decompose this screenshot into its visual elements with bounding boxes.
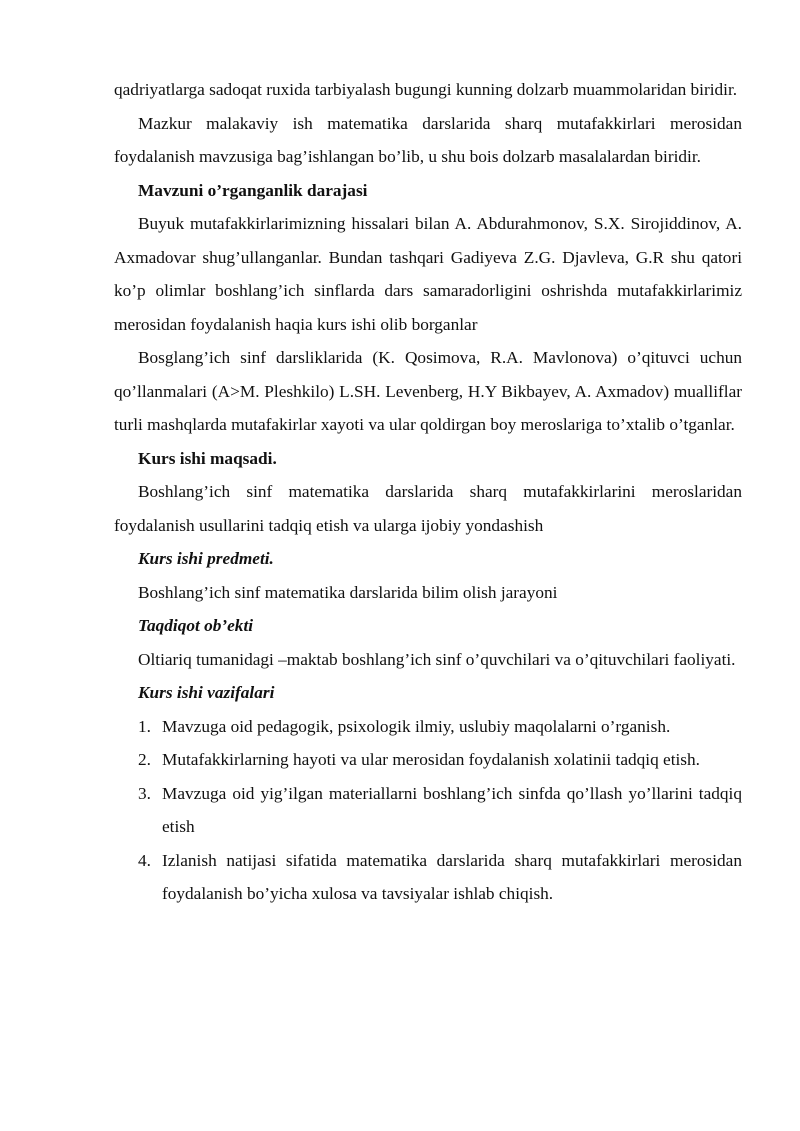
list-item — [114, 777, 742, 844]
list-item-text: Mavzuga oid yig’ilgan materiallarni boshlang’ich sinfda qo’llash yo’llarini tadqiq etish — [162, 783, 742, 836]
list-item-number: 4. — [138, 850, 151, 870]
list-item-number: 1. — [138, 716, 151, 736]
paragraph-textbooks: Bosglang’ich sinf darsliklarida (K. Qosimova, R.A. Mavlonova) o’qituvci uchun qo’llanmalari (A>M. Pleshkilo) L.SH. Levenberg, H.Y Bikbayev, A. Axmadov) mualliflar turli mashqlarda mutafakirlar xayoti va ular qoldirgan boy meroslariga to’xtalib o’tganlar. — [114, 348, 742, 434]
heading-course-tasks: Kurs ishi vazifalari — [138, 683, 275, 702]
paragraph-course-goal: Boshlang’ich sinf matematika darslarida sharq mutafakkirlarini meroslaridan foydalanish usullarini tadqiq etish va ularga ijobiy yondashish — [114, 482, 742, 535]
paragraph-topic-relevance: Mazkur malakaviy ish matematika darslarida sharq mutafakkirlari merosidan foydalanish mavzusiga bag’ishlangan bo’lib, u shu bois dolzarb masalalardan biridir. — [114, 113, 742, 166]
list-item-text: Izlanish natijasi sifatida matematika darslarida sharq mutafakkirlari merosidan foydalanish bo’yicha xulosa va tavsiyalar ishlab chiqish. — [162, 850, 742, 903]
heading-research-object: Taqdiqot ob’ekti — [138, 616, 254, 635]
list-item — [114, 743, 742, 777]
paragraph-research-object: Oltiariq tumanidagi –maktab boshlang’ich sinf o’quvchilari va o’qituvchilari faoliyati. — [138, 649, 736, 669]
paragraph-course-subject: Boshlang’ich sinf matematika darslarida bilim olish jarayoni — [138, 582, 558, 602]
document-page — [114, 73, 742, 911]
list-item-number: 3. — [138, 783, 151, 803]
heading-course-subject: Kurs ishi predmeti. — [138, 549, 274, 568]
paragraph-continuation: qadriyatlarga sadoqat ruxida tarbiyalash bugungi kunning dolzarb muammolaridan biridir. — [114, 80, 738, 99]
list-item-text: Mavzuga oid pedagogik, psixologik ilmiy, uslubiy maqolalarni o’rganish. — [162, 716, 671, 736]
tasks-list — [114, 710, 742, 911]
list-item — [114, 710, 742, 744]
list-item — [114, 844, 742, 911]
list-item-text: Mutafakkirlarning hayoti va ular merosidan foydalanish xolatinii tadqiq etish. — [162, 750, 700, 769]
heading-study-level: Mavzuni o’rganganlik darajasi — [138, 180, 368, 200]
heading-course-goal: Kurs ishi maqsadi. — [138, 448, 277, 468]
paragraph-researchers: Buyuk mutafakkirlarimizning hissalari bilan A. Abdurahmonov, S.X. Sirojiddinov, A. Axmadovar shug’ullanganlar. Bundan tashqari Gadiyeva Z.G. Djavleva, G.R shu qatori ko’p olimlar boshlang’ich sinflarda dars samaradorligini oshrishda mutafakkirlarimiz merosidan foydalanish haqia kurs ishi olib borganlar — [114, 214, 742, 334]
list-item-number: 2. — [138, 750, 151, 769]
